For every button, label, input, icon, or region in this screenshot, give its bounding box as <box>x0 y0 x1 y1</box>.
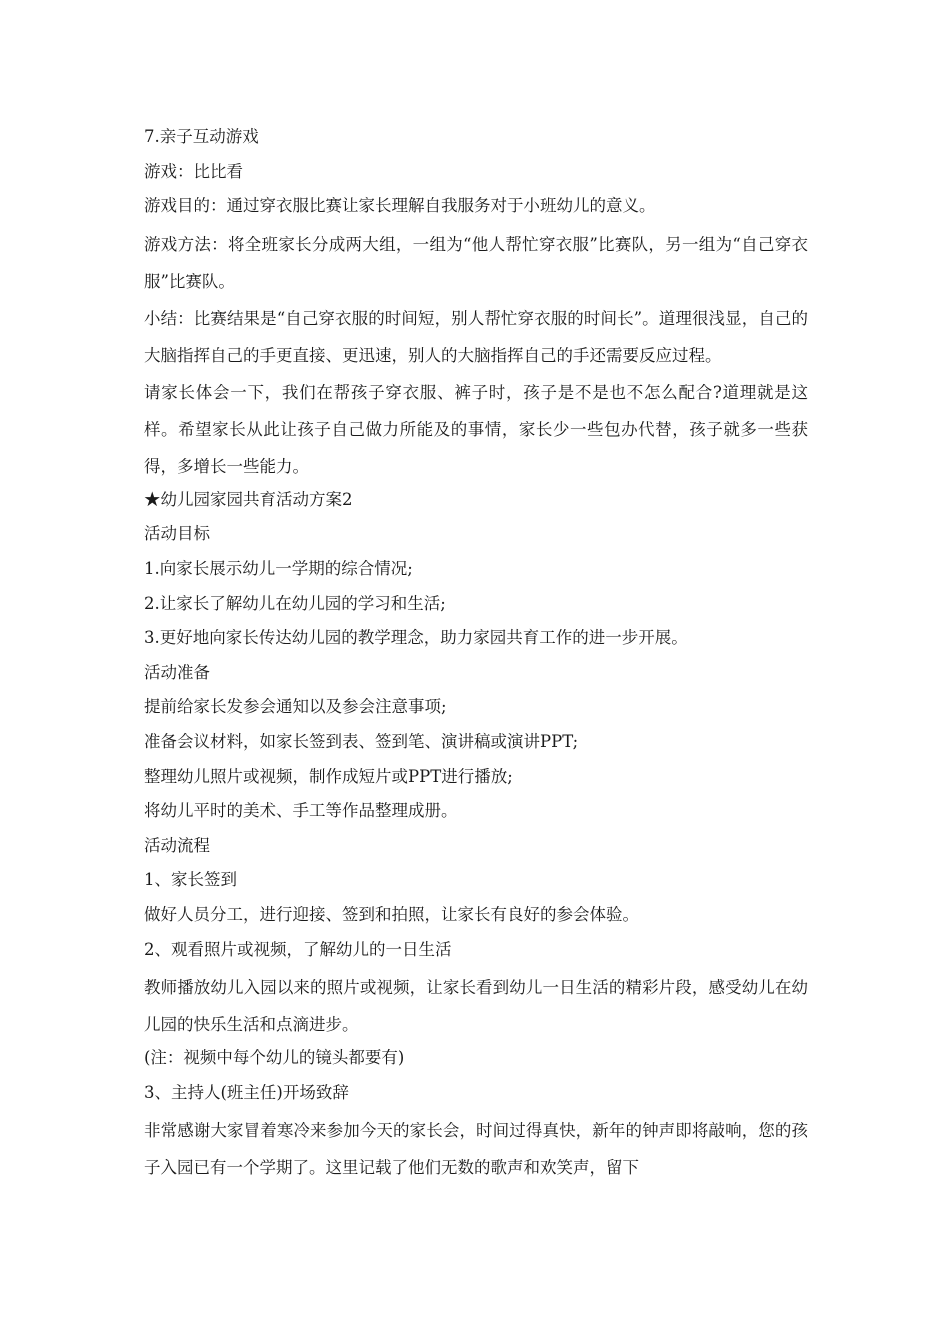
step-heading: 1、家长签到 <box>144 870 237 890</box>
subheading: 活动准备 <box>144 662 210 682</box>
list-item: 3.更好地向家长传达幼儿园的教学理念，助力家园共育工作的进一步开展。 <box>144 628 688 648</box>
paragraph: 将幼儿平时的美术、手工等作品整理成册。 <box>144 801 458 821</box>
paragraph: 游戏目的：通过穿衣服比赛让家长理解自我服务对于小班幼儿的意义。 <box>144 196 656 216</box>
paragraph: 教师播放幼儿入园以来的照片或视频，让家长看到幼儿一日生活的精彩片段，感受幼儿在幼儿园的快乐生活和点滴进步。 <box>144 978 808 1035</box>
paragraph: 7.亲子互动游戏 <box>144 127 259 146</box>
paragraph: 游戏方法：将全班家长分成两大组，一组为“他人帮忙穿衣服”比赛队，另一组为“自己穿衣服”比赛队。 <box>144 234 808 291</box>
note: (注：视频中每个幼儿的镜头都要有) <box>144 1048 405 1068</box>
paragraph: 请家长体会一下，我们在帮孩子穿衣服、裤子时，孩子是不是也不怎么配合?道理就是这样。希望家长从此让孩子自己做力所能及的事情，家长少一些包办代替，孩子就多一些获得，多增长一些能力。 <box>144 382 808 476</box>
step-heading: 2、观看照片或视频，了解幼儿的一日生活 <box>144 939 452 959</box>
paragraph: 整理幼儿照片或视频，制作成短片或PPT进行播放; <box>144 766 513 786</box>
paragraph: 非常感谢大家冒着寒冷来参加今天的家长会，时间过得真快，新年的钟声即将敲响，您的孩子入园已有一个学期了。这里记载了他们无数的歌声和欢笑声，留下 <box>144 1121 808 1178</box>
list-item: 2.让家长了解幼儿在幼儿园的学习和生活; <box>144 593 446 613</box>
subheading: 活动目标 <box>144 524 210 544</box>
paragraph: 小结：比赛结果是“自己穿衣服的时间短，别人帮忙穿衣服的时间长”。道理很浅显，自己的大脑指挥自己的手更直接、更迅速，别人的大脑指挥自己的手还需要反应过程。 <box>144 308 808 365</box>
section-heading: ★幼儿园家园共育活动方案2 <box>144 489 353 509</box>
document-body <box>144 122 808 1186</box>
subheading: 活动流程 <box>144 835 210 855</box>
paragraph: 准备会议材料，如家长签到表、签到笔、演讲稿或演讲PPT; <box>144 731 579 751</box>
paragraph: 提前给家长发参会通知以及参会注意事项; <box>144 697 447 717</box>
step-heading: 3、主持人(班主任)开场致辞 <box>144 1082 349 1102</box>
paragraph: 游戏：比比看 <box>144 161 243 181</box>
list-item: 1.向家长展示幼儿一学期的综合情况; <box>144 558 413 578</box>
paragraph: 做好人员分工，进行迎接、签到和拍照，让家长有良好的参会体验。 <box>144 904 639 924</box>
